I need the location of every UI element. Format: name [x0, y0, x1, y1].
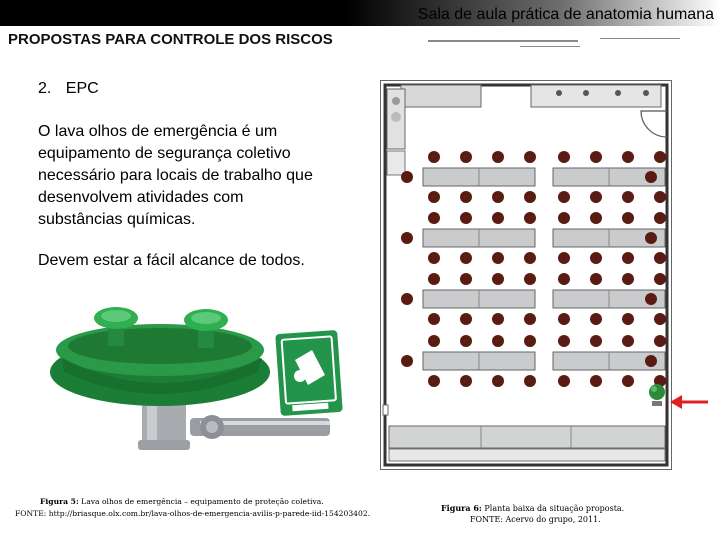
stool [524, 335, 536, 347]
stool [590, 375, 602, 387]
divider-line [520, 46, 580, 47]
stool [654, 151, 666, 163]
eyewash-location-marker [649, 384, 665, 400]
stool [460, 375, 472, 387]
stool [524, 151, 536, 163]
stool [428, 252, 440, 264]
stool [654, 212, 666, 224]
stool [590, 252, 602, 264]
stool [645, 232, 657, 244]
stool [654, 313, 666, 325]
stool [492, 273, 504, 285]
stool [460, 191, 472, 203]
figure5-caption-label: Figura 5: [40, 497, 79, 506]
stool [622, 273, 634, 285]
paragraph-line: O lava olhos de emergência é um [38, 123, 278, 140]
stool [558, 151, 570, 163]
paragraph-line: substâncias químicas. [38, 211, 196, 228]
eyewash-sign-icon [275, 330, 343, 416]
floor-plan-drawing [381, 81, 671, 469]
stool [645, 355, 657, 367]
stool [428, 335, 440, 347]
stool [558, 375, 570, 387]
stool [492, 252, 504, 264]
eyewash-station-image [50, 280, 350, 465]
stool [590, 191, 602, 203]
stool [622, 335, 634, 347]
red-arrow-left-icon [670, 392, 710, 412]
stool [401, 355, 413, 367]
paragraph-eyewash [38, 121, 313, 231]
floor-plan-image [380, 80, 672, 470]
paragraph-line: necessário para locais de trabalho que [38, 167, 313, 184]
stool [645, 171, 657, 183]
stool [622, 151, 634, 163]
stool [428, 273, 440, 285]
figure5-caption [40, 496, 324, 508]
bottom-bench [389, 426, 665, 448]
stool [654, 273, 666, 285]
stool [622, 375, 634, 387]
stool [460, 252, 472, 264]
stool [428, 151, 440, 163]
stool [524, 252, 536, 264]
stool [524, 375, 536, 387]
section-number: 2. [38, 80, 52, 97]
stool [622, 313, 634, 325]
stool [654, 335, 666, 347]
divider-line [600, 38, 680, 39]
stool [401, 293, 413, 305]
stool [492, 212, 504, 224]
stool [590, 212, 602, 224]
stool [645, 293, 657, 305]
figure6-caption-text: Planta baixa da situação proposta. [481, 504, 625, 513]
figure5-source: FONTE: http://briasque.olx.com.br/lava-olhos-de-emergencia-avilis-p-parede-iid-154203402. [15, 509, 371, 518]
stool [590, 313, 602, 325]
section-heading-text: EPC [65, 80, 99, 97]
stool [590, 273, 602, 285]
stool [428, 313, 440, 325]
figure6-source: FONTE: Acervo do grupo, 2011. [470, 515, 601, 524]
stool [428, 375, 440, 387]
stool [524, 191, 536, 203]
stool [590, 335, 602, 347]
stool [558, 212, 570, 224]
stool [524, 313, 536, 325]
stool [558, 191, 570, 203]
top-counter-right [531, 85, 661, 107]
stool [558, 273, 570, 285]
stool [460, 273, 472, 285]
stool [622, 252, 634, 264]
stool [622, 191, 634, 203]
stool [492, 151, 504, 163]
stool [654, 252, 666, 264]
stool [460, 313, 472, 325]
stool [492, 191, 504, 203]
stool [622, 212, 634, 224]
stool [558, 313, 570, 325]
page-title: Sala de aula prática de anatomia humana [417, 6, 714, 23]
section-subtitle: PROPOSTAS PARA CONTROLE DOS RISCOS [8, 31, 333, 48]
stool [558, 335, 570, 347]
stool [460, 335, 472, 347]
stool [590, 151, 602, 163]
stool [524, 273, 536, 285]
stool [492, 313, 504, 325]
figure5-caption-text: Lava olhos de emergência – equipamento de proteção coletiva. [78, 497, 324, 506]
stool [460, 212, 472, 224]
stool [654, 191, 666, 203]
stool [460, 151, 472, 163]
paragraph-line: desenvolvem atividades com [38, 189, 244, 206]
stool [401, 171, 413, 183]
door-swing [641, 111, 667, 137]
stool [492, 375, 504, 387]
divider-line [428, 40, 578, 42]
figure6-caption-label: Figura 6: [441, 503, 482, 513]
section-heading [38, 78, 99, 100]
stool [492, 335, 504, 347]
stool [558, 252, 570, 264]
top-counter-left [401, 85, 481, 107]
stool [524, 212, 536, 224]
stool [428, 212, 440, 224]
paragraph-access: Devem estar a fácil alcance de todos. [38, 252, 305, 269]
stool [401, 232, 413, 244]
stool [428, 191, 440, 203]
paragraph-line: equipamento de segurança coletivo [38, 145, 291, 162]
